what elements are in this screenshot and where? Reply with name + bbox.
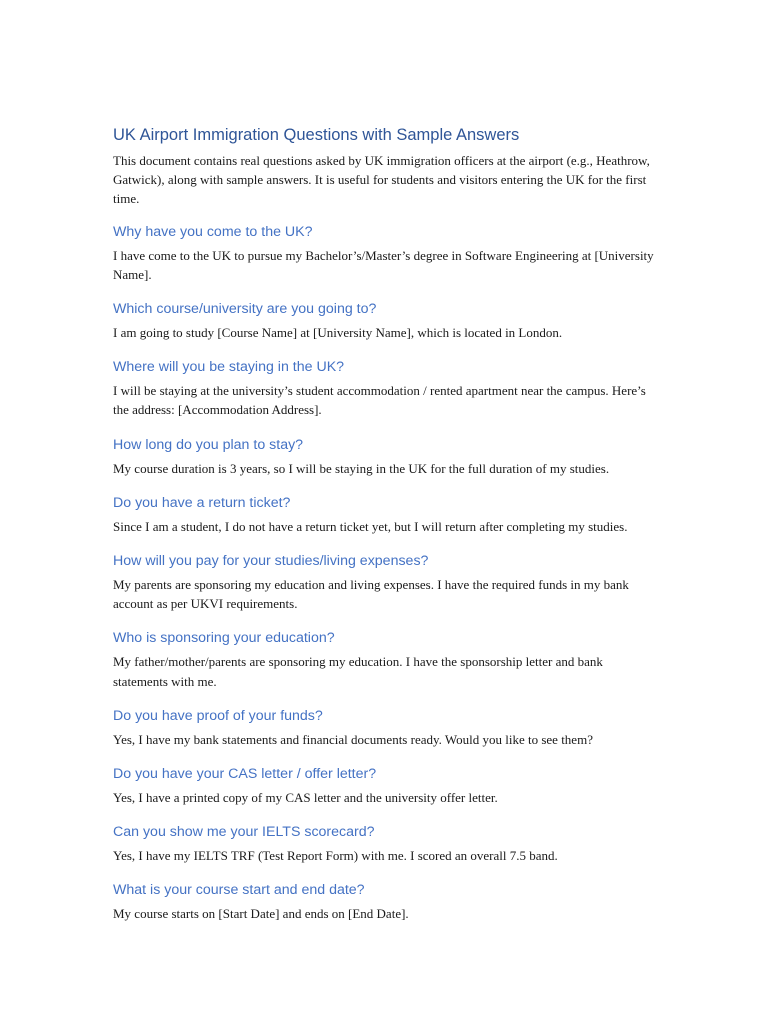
- qa-item: [113, 707, 658, 749]
- qa-item: [113, 436, 658, 478]
- answer-text: My father/mother/parents are sponsoring my education. I have the sponsorship letter and bank statements with me.: [113, 654, 603, 689]
- answer-text: Yes, I have my IELTS TRF (Test Report Form) with me. I scored an overall 7.5 band.: [113, 848, 558, 864]
- question-heading: How will you pay for your studies/living expenses?: [113, 553, 429, 570]
- question-heading: Do you have proof of your funds?: [113, 707, 323, 724]
- answer-text: Since I am a student, I do not have a return ticket yet, but I will return after completing my studies.: [113, 518, 628, 534]
- qa-item: [113, 823, 658, 865]
- question-heading: Can you show me your IELTS scorecard?: [113, 824, 375, 841]
- answer-text: Yes, I have my bank statements and financial documents ready. Would you like to see them?: [113, 731, 593, 747]
- question-heading: Do you have your CAS letter / offer letter?: [113, 766, 377, 783]
- question-heading: What is your course start and end date?: [113, 882, 365, 899]
- answer-text: My course starts on [Start Date] and ends on [End Date].: [113, 906, 409, 922]
- question-heading: Why have you come to the UK?: [113, 223, 313, 240]
- question-heading: How long do you plan to stay?: [113, 436, 304, 453]
- question-heading: Who is sponsoring your education?: [113, 630, 335, 647]
- answer-text: I am going to study [Course Name] at [University Name], which is located in London.: [113, 325, 563, 341]
- answer-text: My course duration is 3 years, so I will be staying in the UK for the full duration of my studies.: [113, 460, 610, 476]
- qa-item: [113, 629, 658, 690]
- qa-item: [113, 494, 658, 536]
- answer-text: I have come to the UK to pursue my Bachelor’s/Master’s degree in Software Engineering at [University Name].: [113, 247, 654, 282]
- document-title: UK Airport Immigration Questions with Sample Answers: [113, 126, 520, 144]
- answer-text: My parents are sponsoring my education and living expenses. I have the required funds in my bank account as per UKVI requirements.: [113, 577, 629, 612]
- document-intro: This document contains real questions asked by UK immigration officers at the airport (e.g., Heathrow, Gatwick), along with sample answers. It is useful for students and visitors entering the UK for the first time.: [113, 153, 650, 207]
- answer-text: Yes, I have a printed copy of my CAS letter and the university offer letter.: [113, 790, 498, 806]
- answer-text: I will be staying at the university’s student accommodation / rented apartment near the campus. Here’s the address: [Accommodation Address].: [113, 383, 646, 418]
- qa-item: [113, 552, 658, 613]
- question-heading: Which course/university are you going to?: [113, 301, 377, 318]
- question-heading: Where will you be staying in the UK?: [113, 359, 345, 376]
- document-page: [113, 124, 658, 940]
- qa-item: [113, 223, 658, 284]
- question-heading: Do you have a return ticket?: [113, 494, 291, 511]
- qa-item: [113, 300, 658, 342]
- qa-item: [113, 881, 658, 923]
- qa-item: [113, 765, 658, 807]
- qa-item: [113, 358, 658, 419]
